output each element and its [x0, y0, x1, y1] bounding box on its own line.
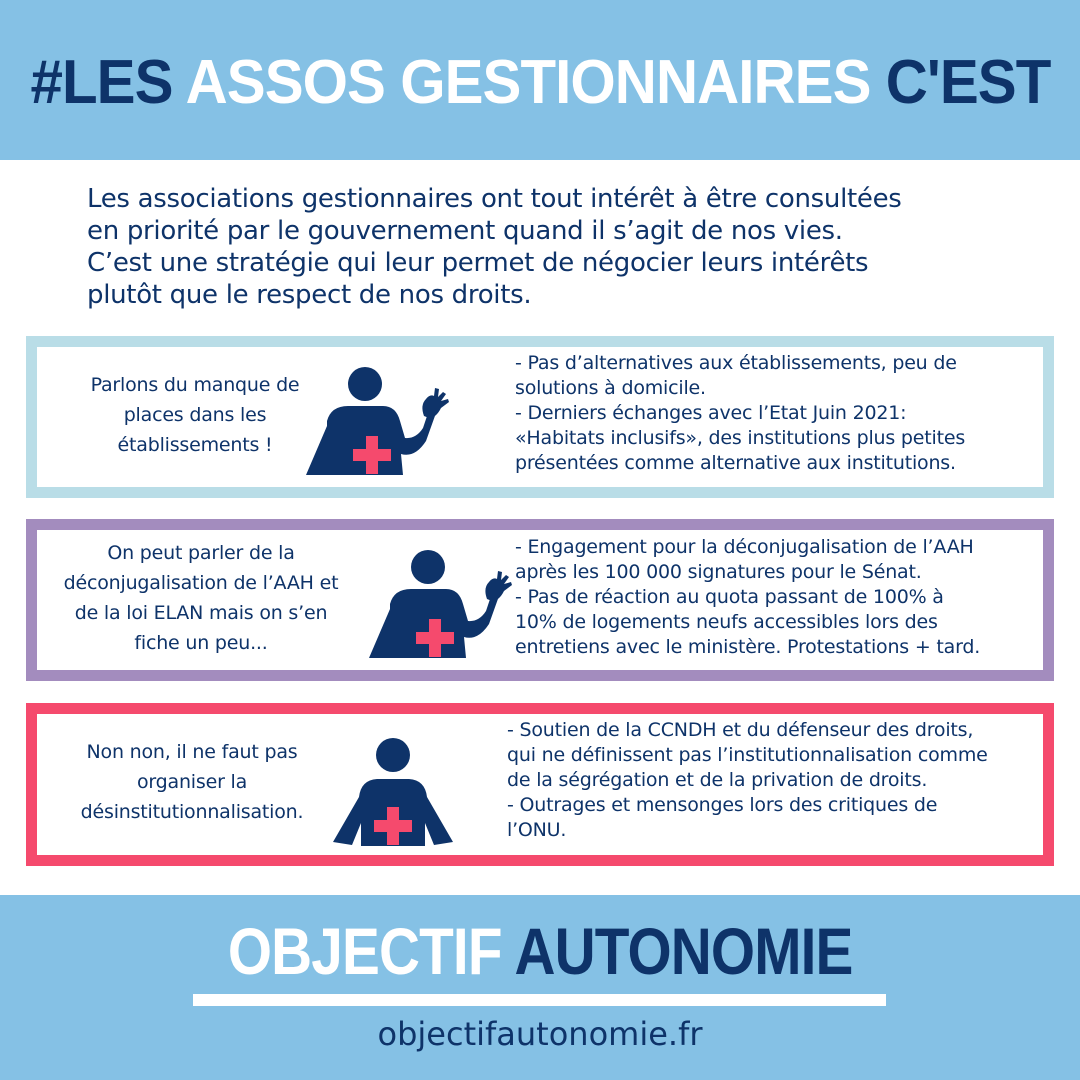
point-line: 10% de logements neufs accessibles lors des	[515, 611, 938, 633]
person-medical-cross-icon	[321, 737, 471, 847]
footer-divider	[193, 994, 886, 1006]
card-deinstitutionalisation	[26, 703, 1054, 866]
point-line: solutions à domicile.	[515, 377, 706, 399]
quote-line: Non non, il ne faut pas	[86, 741, 298, 763]
quote-line: organiser la	[136, 771, 248, 793]
header-title-part3: C'EST	[885, 47, 1050, 117]
quote-line: fiche un peu...	[134, 632, 268, 654]
card-aah-elan	[26, 519, 1054, 681]
card-points	[507, 718, 988, 843]
point-line: de la ségrégation et de la privation de droits.	[507, 769, 928, 791]
point-line: - Soutien de la CCNDH et du défenseur des droits,	[507, 719, 974, 741]
intro-line: Les associations gestionnaires ont tout intérêt à être consultées	[87, 184, 902, 214]
quote-line: désinstitutionnalisation.	[80, 801, 304, 823]
header-banner	[0, 0, 1080, 160]
point-line: - Outrages et mensonges lors des critiques de	[507, 794, 938, 816]
quote-line: Parlons du manque de	[90, 374, 300, 396]
card-quote	[57, 737, 327, 827]
point-line: entretiens avec le ministère. Protestations + tard.	[515, 636, 981, 658]
footer-title-part2: AUTONOMIE	[514, 914, 853, 988]
quote-line: établissements !	[117, 434, 273, 456]
point-line: qui ne définissent pas l’institutionnalisation comme	[507, 744, 988, 766]
footer-title-part1: OBJECTIF	[227, 914, 502, 988]
point-line: - Engagement pour la déconjugalisation de l’AAH	[515, 536, 974, 558]
header-title-part2: ASSOS GESTIONNAIRES	[185, 47, 871, 117]
footer-title	[0, 913, 1080, 989]
intro-line: en priorité par le gouvernement quand il s’agit de nos vies.	[87, 216, 843, 246]
quote-line: On peut parler de la	[107, 542, 295, 564]
footer-banner	[0, 895, 1080, 1080]
intro-line: plutôt que le respect de nos droits.	[87, 280, 532, 310]
point-line: après les 100 000 signatures pour le Sénat.	[515, 561, 922, 583]
intro-paragraph	[87, 183, 1047, 311]
point-line: «Habitats inclusifs», des institutions plus petites	[515, 427, 966, 449]
card-places-shortage	[26, 336, 1054, 498]
header-title-part1: #LES	[30, 47, 173, 117]
card-quote	[65, 370, 325, 460]
card-quote	[51, 538, 351, 658]
quote-line: de la loi ELAN mais on s’en	[74, 602, 328, 624]
person-waving-medical-cross-icon	[366, 549, 516, 659]
quote-line: places dans les	[123, 404, 267, 426]
point-line: - Derniers échanges avec l’Etat Juin 2021:	[515, 402, 907, 424]
point-line: - Pas de réaction au quota passant de 100% à	[515, 586, 944, 608]
card-points	[515, 535, 980, 660]
footer-website-link[interactable]: objectifautonomie.fr	[377, 1015, 703, 1053]
person-waving-medical-cross-icon	[303, 366, 453, 476]
header-title	[30, 43, 1050, 118]
point-line: présentées comme alternative aux institutions.	[515, 452, 956, 474]
intro-line: C’est une stratégie qui leur permet de négocier leurs intérêts	[87, 248, 869, 278]
point-line: - Pas d’alternatives aux établissements, peu de	[515, 352, 957, 374]
card-points	[515, 351, 965, 476]
point-line: l’ONU.	[507, 819, 567, 841]
quote-line: déconjugalisation de l’AAH et	[63, 572, 339, 594]
